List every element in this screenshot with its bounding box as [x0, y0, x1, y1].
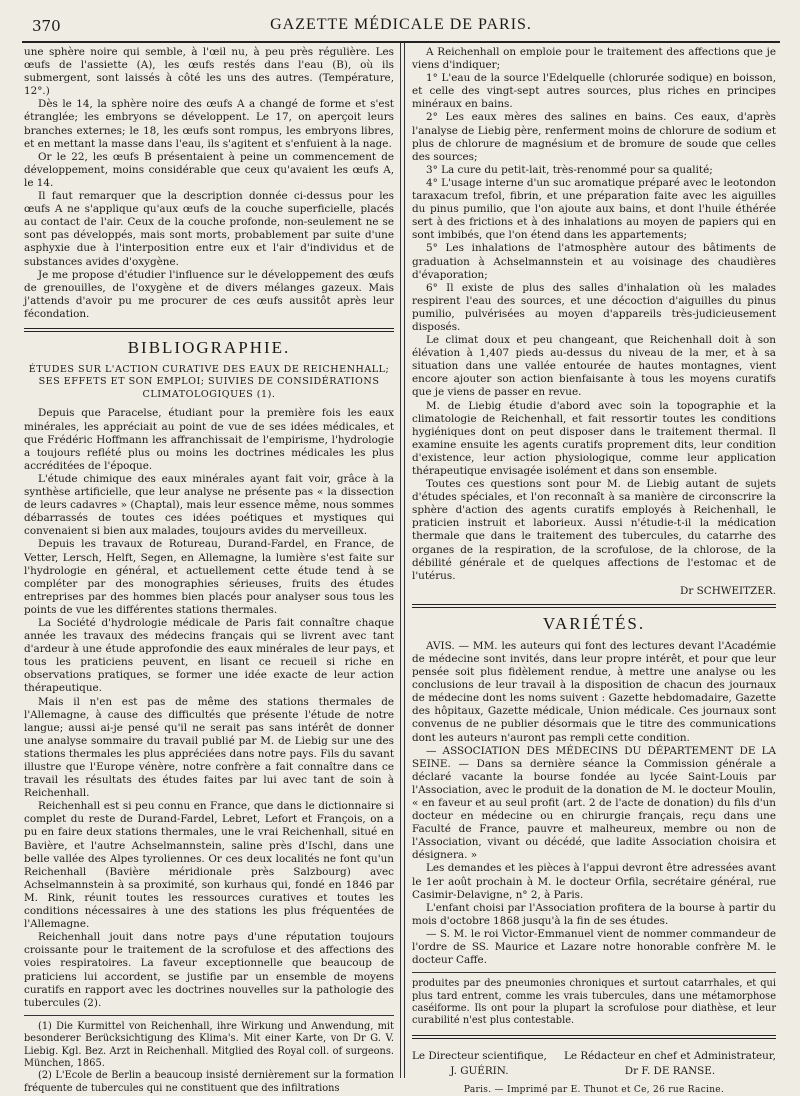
- journal-title: GAZETTE MÉDICALE DE PARIS.: [270, 16, 532, 33]
- article-subtitle: ÉTUDES SUR L'ACTION CURATIVE DES EAUX DE REICHENHALL; SES EFFETS ET SON EMPLOI; SUIVIES DE CONSIDÉRATIONS CLIMATOLOGIQUES (1).: [28, 363, 390, 400]
- footer-director: [412, 1049, 547, 1079]
- page-number: 370: [32, 17, 61, 35]
- paragraph: L'étude chimique des eaux minérales ayant fait voir, grâce à la synthèse artificielle, que leur analyse ne présente pas « la dissection de leurs cadavres » (Chaptal), mais leur essence même, nous sommes débarrassés de toutes ces idées poétiques et mystiques qui convenaient si bien aux malades, toujours avides du merveilleux.: [24, 472, 394, 538]
- column-divider: [400, 43, 401, 1078]
- footer-rule: [412, 1035, 776, 1039]
- director-name: J. GUÉRIN.: [450, 1064, 509, 1077]
- page-header: [22, 10, 780, 40]
- paragraph: Je me propose d'étudier l'influence sur le développement des œufs de grenouilles, de l'oxygène et de divers mélanges gazeux. Mais j'attends d'avoir pu me procurer de ces œufs aussitôt après leur fécondation.: [24, 268, 394, 320]
- list-item: 6° Il existe de plus des salles d'inhalation où les malades respirent l'eau des sources, et une décoction d'aiguilles du pinus pumilio, pulvérisées au moyen d'appareils très-judicieusement disposés.: [412, 281, 776, 333]
- footnote-rule: [412, 972, 776, 973]
- footnote-continued-block: [412, 978, 776, 1028]
- paragraph: Depuis que Paracelse, étudiant pour la première fois les eaux minérales, les appréciait au point de vue de ses idées médicales, et que Frédéric Hoffmann les affranchissait de l'empirisme, l'hydrologie a toujours reflété plus ou moins les doctrines médicales les plus accréditées de l'époque.: [24, 407, 394, 472]
- footnote-rule: [24, 1015, 394, 1016]
- paragraph: — S. M. le roi Victor-Emmanuel vient de nommer commandeur de l'ordre de SS. Maurice et Lazare notre honorable confrère M. le docteur Caffe.: [412, 927, 776, 967]
- section-rule: [24, 328, 394, 332]
- footnote: (1) Die Kurmittel von Reichenhall, ihre Wirkung und Anwendung, mit besonderer Berücksichtigung des Klima's. Mit einer Karte, von Dr G. V. Liebig. Kgl. Bez. Arzt in Reichenhall. Mitglied des Royal coll. of surgeons. München, 1865.: [24, 1020, 394, 1069]
- footnote: (2) L'Ecole de Berlin a beaucoup insisté dernièrement sur la formation fréquente de tubercules qui ne constituent que des infiltrations: [24, 1070, 394, 1094]
- paragraph: Les demandes et les pièces à l'appui devront être adressées avant le 1er août prochain à M. le docteur Orfila, secrétaire général, rue Casimir-Delavigne, n° 2, à Paris.: [412, 862, 776, 901]
- paragraph: La Société d'hydrologie médicale de Paris fait connaître chaque année les travaux des médecins français qui se livrent avec tant d'ardeur à une étude approfondie des eaux minérales de leur pays, et tous les praticiens peuvent, en lisant ce recueil si riche en observations pratiques, se former une idée exacte de leur action thérapeutique.: [24, 616, 394, 695]
- paragraph: Reichenhall est si peu connu en France, que dans le dictionnaire si complet du reste de Durand-Fardel, Lebret, Lefort et François, on a pu en faire deux stations thermales, une le vrai Reichenhall, situé en Bavière, et l'autre Achselmannstein, saline près d'Ischl, dans une belle vallée des Alpes tyroliennes. Or ces deux localités ne font qu'un Reichenhall (Bavière méridionale près Salzbourg) avec Achselmannstein à sa proximité, son kurhaus qui, fondé en 1846 par M. Rink, réunit toutes les ressources curatives et toutes les conditions nécessaires à une des stations les plus fréquentées de l'Allemagne.: [24, 800, 394, 931]
- paragraph: Depuis les travaux de Rotureau, Durand-Fardel, en France, de Vetter, Lersch, Helft, Segen, en Allemagne, la lumière s'est faite sur l'hydrologie en général, et actuellement cette étude tend à se compléter par des monographies sérieuses, fruits des études entreprises par des hommes bien placés pour analyser sous tous les points de vue les différentes stations thermales.: [24, 538, 394, 616]
- paragraph: L'enfant choisi par l'Association profitera de la bourse à partir du mois d'octobre 1868 jusqu'à la fin de ses études.: [412, 901, 776, 927]
- paragraph: AVIS. — MM. les auteurs qui font des lectures devant l'Académie de médecine sont invités, dans leur propre intérêt, et pour que leur pensée soit plus fidèlement rendue, à mettre une analyse ou les conclusions de leur travail à la disposition de chacun des journaux de médecine dont les noms suivent : Gazette hebdomadaire, Gazette des hôpitaux, Gazette médicale, Union médicale. Ces journaux sont convenus de ne publier désormais que le titre des communications dont les auteurs n'auront pas rempli cette condition.: [412, 639, 776, 744]
- section-title-bibliographie: BIBLIOGRAPHIE.: [127, 337, 291, 357]
- paragraph: Mais il n'en est pas de même des stations thermales de l'Allemagne, à cause des difficultés que présente l'étude de notre langue; aussi ai-je pensé qu'il ne serait pas sans intérêt de donner une analyse sommaire du travail publié par M. de Liebig sur une des stations thermales les plus appréciées dans notre pays. Fils du savant illustre que l'Europe vénère, notre confrère a fait connaître dans ce travail les résultats des études faites par lui avec tant de soin à Reichenhall.: [24, 695, 394, 800]
- paragraph: A Reichenhall on emploie pour le traitement des affections que je viens d'indiquer;: [412, 46, 776, 72]
- footnote-continued: produites par des pneumonies chroniques et surtout catarrhales, et qui plus tard entrent, comme les vrais tubercules, dans une métamorphose caséiforme. Ils ont pour la plupart la scrofulose pour diathèse, et leur curabilité n'est plus contestable.: [412, 978, 776, 1027]
- section-title-varietes: VARIÉTÉS.: [542, 613, 646, 633]
- editor-name: Dr F. DE RANSE.: [624, 1064, 716, 1077]
- list-item: 2° Les eaux mères des salines en bains. Ces eaux, d'après l'analyse de Liebig père, renferment moins de chlorure de sodium et plus de chlorure de magnésium et de bromure de soude que celles des sources;: [412, 111, 776, 163]
- director-role: Le Directeur scientifique,: [412, 1049, 547, 1062]
- section-rule: [412, 604, 776, 608]
- footnotes: [24, 1021, 394, 1095]
- paragraph: Dès le 14, la sphère noire des œufs A a changé de forme et s'est étranglée; les embryons se développent. Le 17, on aperçoit leurs branches externes; le 18, les œufs sont rompus, les embryons libres, et en mettant la masse dans l'eau, ils s'agitent et s'enfuient à la nage.: [24, 98, 394, 150]
- editor-role: Le Rédacteur en chef et Administrateur,: [563, 1049, 776, 1062]
- right-column: [412, 46, 776, 1095]
- column-divider-inner: [404, 43, 405, 1078]
- paragraph: Il faut remarquer que la description donnée ci-dessus pour les œufs A ne s'applique qu'aux œufs de la couche superficielle, placés au contact de l'air. Ceux de la couche profonde, non-seulement ne se sont pas développés, mais sont morts, probablement par suite d'une asphyxie due à l'interposition entre eux et l'air d'individus et de substances avides d'oxygène.: [24, 190, 394, 268]
- list-item: 4° L'usage interne d'un suc aromatique préparé avec le leotondon taraxacum trefol, fibrin, et une préparation faite avec les aiguilles du pinus pumilio, que l'on ajoute aux bains, et dont l'huile éthérée sert à des frictions et à des inhalations au moyen de papiers qui en sont imbibés, que l'on étend dans les appartements;: [412, 176, 776, 242]
- left-column: [24, 46, 394, 1094]
- paragraph: Reichenhall jouit dans notre pays d'une réputation toujours croissante pour le traitement de la scrofulose et des affections des voies respiratoires. La faveur exceptionnelle que beaucoup de praticiens lui accordent, se justifie par un ensemble de moyens curatifs en rapport avec les doctrines nouvelles sur la pathologie des tubercules (2).: [24, 931, 394, 1009]
- header-rule: [22, 41, 780, 43]
- list-item: 3° La cure du petit-lait, très-renommé pour sa qualité;: [426, 163, 713, 176]
- paragraph: — ASSOCIATION DES MÉDECINS DU DÉPARTEMENT DE LA SEINE. — Dans sa dernière séance la Commission générale a déclaré vacante la bourse fondée au lycée Saint-Louis par l'Association, avec le produit de la donation de M. le docteur Moulin, « en faveur et au seul profit (art. 2 de l'acte de donation) du fils d'un docteur en médecine ou en chirurgie français, reçu dans une Faculté de France, pauvre et malheureux, membre ou non de l'Association, vivant ou décédé, que ladite Association choisira et désignera. »: [412, 744, 776, 862]
- footer-editor: [564, 1049, 776, 1079]
- list-item: 5° Les inhalations de l'atmosphère autour des bâtiments de graduation à Achselmannstein et au voisinage des chaudières d'évaporation;: [412, 242, 776, 281]
- paragraph: M. de Liebig étudie d'abord avec soin la topographie et la climatologie de Reichenhall, et fait ressortir toutes les conditions hygiéniques dont on peut disposer dans le traitement thermal. Il examine ensuite les agents curatifs proprement dits, leur condition d'existence, leur action physiologique, comme leur application thérapeutique envisagée isolément et dans son ensemble.: [412, 399, 776, 477]
- paragraph: Le climat doux et peu changeant, que Reichenhall doit à son élévation à 1,407 pieds au-dessus du niveau de la mer, et à sa situation dans une vallée entourée de hautes montagnes, vient encore ajouter son action bienfaisante à tous les moyens curatifs que je viens de passer en revue.: [412, 334, 776, 399]
- printer-imprint: Paris. — Imprimé par E. Thunot et Ce, 26 rue Racine.: [463, 1084, 725, 1095]
- author-signature: Dr SCHWEITZER.: [680, 584, 776, 597]
- page-footer: [412, 1049, 776, 1079]
- paragraph: Or le 22, les œufs B présentaient à peine un commencement de développement, moins considérable que ceux qu'avaient les œufs A, le 14.: [24, 150, 394, 189]
- paragraph: Toutes ces questions sont pour M. de Liebig autant de sujets d'études spéciales, et l'on reconnaît à sa manière de circonscrire la sphère d'action des agents curatifs employés à Reichenhall, le praticien instruit et laborieux. Aussi n'étudie-t-il la médication thermale que dans le traitement des tubercules, du catarrhe des organes de la respiration, de la scrofulose, de la chlorose, de la débilité générale et de quelques affections de l'estomac et de l'utérus.: [412, 478, 776, 582]
- paragraph: une sphère noire qui semble, à l'œil nu, à peu près régulière. Les œufs de l'assiette (A), les œufs restés dans l'eau (B), où ils submergent, sont laissés à côté les uns des autres. (Température, 12°.): [24, 46, 394, 98]
- list-item: 1° L'eau de la source l'Edelquelle (chlorurée sodique) en boisson, et celle des vingt-sept autres sources, plus riches en principes minéraux en bains.: [412, 72, 776, 111]
